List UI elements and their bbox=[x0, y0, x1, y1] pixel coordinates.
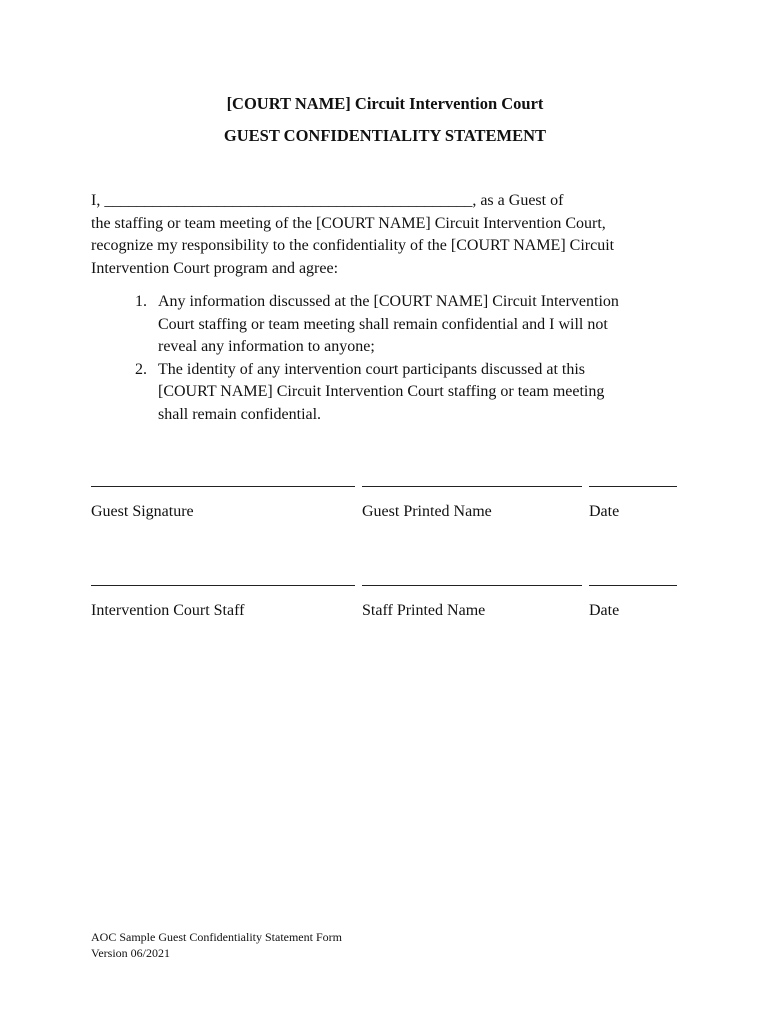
intro-paragraph bbox=[91, 190, 691, 280]
guest-date-field[interactable] bbox=[589, 486, 677, 487]
staff-date-label: Date bbox=[589, 602, 620, 619]
agreement-line: Court staffing or team meeting shall remain confidential and I will not bbox=[158, 315, 608, 333]
agreement-line: [COURT NAME] Circuit Intervention Court staffing or team meeting bbox=[158, 383, 605, 400]
agreement-number: 2. bbox=[135, 360, 147, 378]
staff-date-field[interactable] bbox=[589, 585, 677, 586]
agreement-item-2 bbox=[91, 359, 691, 427]
agreement-line: The identity of any intervention court participants discussed at this bbox=[158, 360, 586, 378]
agreement-line: Any information discussed at the [COURT NAME] Circuit Intervention bbox=[158, 293, 619, 310]
guest-signature-label: Guest Signature bbox=[91, 503, 194, 520]
page-footer bbox=[91, 929, 342, 961]
footer-version: Version 06/2021 bbox=[91, 946, 170, 960]
agreement-line: reveal any information to anyone; bbox=[158, 338, 375, 355]
agreement-line: shall remain confidential. bbox=[158, 405, 322, 423]
staff-printed-name-field[interactable] bbox=[362, 585, 582, 586]
intro-line: the staffing or team meeting of the [COURT NAME] Circuit Intervention Court, bbox=[91, 214, 606, 232]
document-title: [COURT NAME] Circuit Intervention Court bbox=[226, 94, 544, 113]
guest-printed-name-field[interactable] bbox=[362, 486, 582, 487]
document-subtitle: GUEST CONFIDENTIALITY STATEMENT bbox=[223, 126, 547, 145]
agreement-number: 1. bbox=[135, 293, 147, 310]
guest-printed-name-label: Guest Printed Name bbox=[362, 503, 492, 520]
guest-date-label: Date bbox=[589, 503, 620, 520]
agreement-item-1 bbox=[91, 291, 691, 359]
staff-signature-field[interactable] bbox=[91, 585, 355, 586]
footer-form-name: AOC Sample Guest Confidentiality Statement Form bbox=[91, 930, 342, 944]
intro-line: Intervention Court program and agree: bbox=[91, 259, 339, 277]
staff-printed-name-label: Staff Printed Name bbox=[362, 602, 486, 619]
guest-signature-field[interactable] bbox=[91, 486, 355, 487]
intro-line: recognize my responsibility to the confidentiality of the [COURT NAME] Circuit bbox=[91, 237, 615, 254]
intro-line-name-blank: I, ______________________________________________, as a Guest of bbox=[91, 192, 564, 209]
agreement-list bbox=[91, 291, 691, 426]
staff-signature-label: Intervention Court Staff bbox=[91, 602, 245, 619]
